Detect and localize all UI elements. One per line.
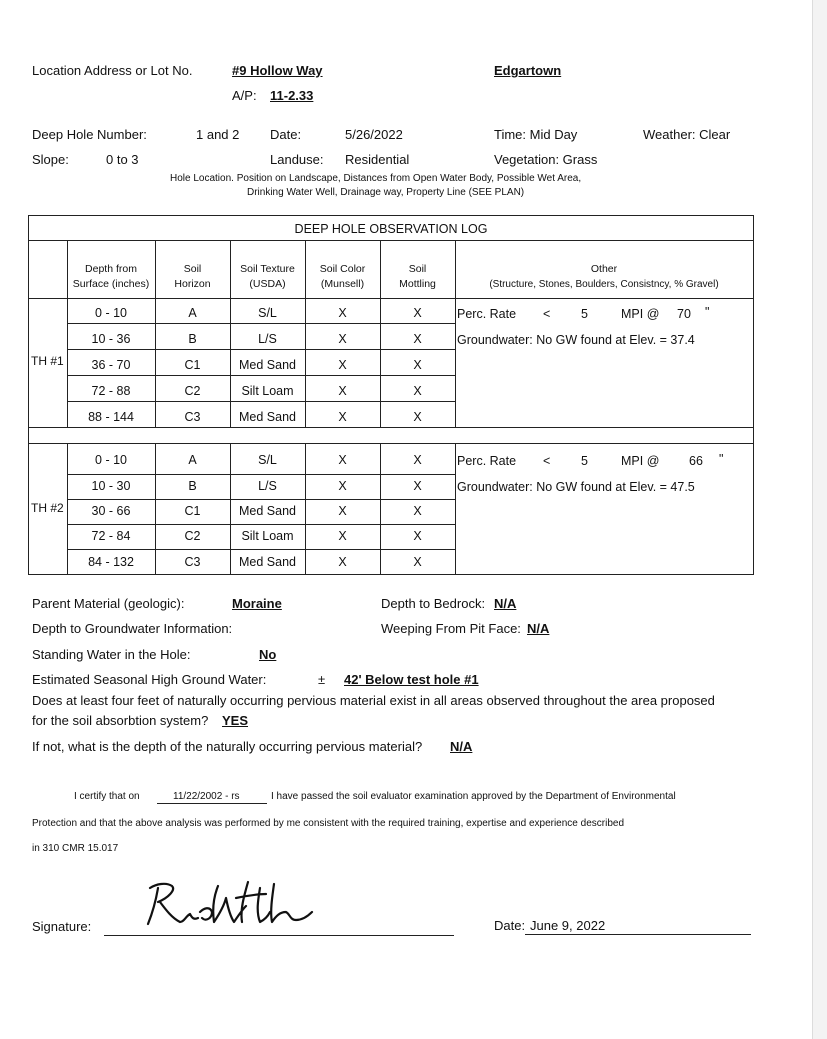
depth-to: 36 (116, 332, 131, 346)
groundwater-note: Groundwater: No GW found at Elev. = 47.5 (457, 480, 695, 494)
texture-cell: Med Sand (239, 358, 296, 372)
groundwater-note: Groundwater: No GW found at Elev. = 37.4 (457, 333, 695, 347)
depth-from: 88 (88, 410, 102, 424)
texture-cell: L/S (258, 332, 277, 346)
signature-label: Signature: (32, 919, 92, 934)
col-color-line2: (Munsell) (320, 278, 365, 290)
handwritten-signature (140, 876, 325, 936)
mottling-cell: X (413, 332, 422, 346)
divider (29, 240, 753, 241)
horizon-cell: C3 (184, 555, 201, 569)
col-other-line1: Other (590, 263, 618, 275)
color-cell: X (338, 410, 347, 424)
perc-rate-depth: 70 (677, 307, 691, 321)
perc-rate-label: Perc. Rate (457, 307, 517, 321)
perc-rate-unit: " (719, 452, 724, 466)
location-label: Location Address or Lot No. (32, 63, 193, 78)
page-edge (812, 0, 827, 1039)
perc-rate-value: 5 (581, 307, 588, 321)
deep-hole-value: 1 and 2 (196, 127, 240, 142)
slope-value: 0 to 3 (106, 152, 139, 167)
divider (29, 298, 753, 299)
col-horizon-line1: Soil (183, 263, 202, 275)
perc-rate-unit: " (705, 305, 710, 319)
col-horizon-line2: Horizon (174, 278, 211, 290)
perc-rate-value: 5 (581, 454, 588, 468)
perc-rate-depth: 66 (689, 454, 703, 468)
cert-line1-post: I have passed the soil evaluator examination approved by the Department of Environmental (271, 791, 676, 802)
weeping-label: Weeping From Pit Face: (381, 621, 521, 636)
depth-gw-label: Depth to Groundwater Information: (32, 621, 233, 636)
parent-material-value: Moraine (232, 596, 282, 611)
depth-bedrock-value: N/A (494, 596, 517, 611)
divider (67, 474, 455, 475)
divider (455, 443, 456, 574)
log-title: DEEP HOLE OBSERVATION LOG (294, 222, 488, 236)
horizon-cell: B (188, 332, 197, 346)
col-color-line1: Soil Color (319, 263, 366, 275)
depth-from: 72 (91, 384, 106, 398)
divider (29, 443, 753, 444)
depth-to: 132 (113, 555, 134, 569)
cert-line1-pre: I certify that on (74, 791, 140, 802)
depth-from: 72 (91, 529, 106, 543)
divider (67, 375, 455, 376)
cert-date: 11/22/2002 - rs (173, 791, 240, 802)
col-other-line2: (Structure, Stones, Boulders, Consistncy, % Gravel) (489, 279, 719, 290)
cert-line2: Protection and that the above analysis was performed by me consistent with the required training, expertise and experience described (32, 818, 625, 829)
perc-rate-lt: < (543, 454, 551, 468)
color-cell: X (338, 358, 347, 372)
cert-line3: in 310 CMR 15.017 (32, 843, 119, 854)
depth-from: 10 (91, 332, 106, 346)
date-value: 5/26/2022 (345, 127, 403, 142)
mottling-cell: X (413, 479, 422, 493)
perc-rate-mpi: MPI @ (621, 454, 660, 468)
ap-value: 11-2.33 (270, 88, 314, 103)
depth-from: 0 (95, 453, 102, 467)
eshgw-value: 42' Below test hole #1 (344, 672, 479, 687)
depth-from: 36 (91, 358, 106, 372)
mottling-cell: X (413, 529, 422, 543)
question-line1: Does at least four feet of naturally occurring pervious material exist in all areas observed throughout the area proposed (32, 693, 715, 708)
depth-to: 144 (113, 410, 134, 424)
location-value: #9 Hollow Way (232, 63, 323, 78)
perc-rate-mpi: MPI @ (621, 307, 660, 321)
landuse-value: Residential (345, 152, 410, 167)
slope-label: Slope: (32, 152, 69, 167)
horizon-cell: C1 (184, 358, 201, 372)
texture-cell: L/S (258, 479, 277, 493)
ap-label: A/P: (232, 88, 257, 103)
divider (67, 524, 455, 525)
standing-water-value: No (259, 647, 277, 662)
mottling-cell: X (413, 453, 422, 467)
time-label: Time: Mid Day (494, 127, 578, 142)
parent-material-label: Parent Material (geologic): (32, 596, 185, 611)
divider (29, 427, 753, 428)
landuse-label: Landuse: (270, 152, 324, 167)
horizon-cell: C2 (184, 529, 201, 543)
col-mottling-line1: Soil (408, 263, 427, 275)
signature-date-value: June 9, 2022 (530, 918, 606, 933)
observation-log-table: DEEP HOLE OBSERVATION LOG Depth from Surface (inches) Soil Horizon Soil Texture (USDA) Soil Color (Munsell) Soil Mottling Other (Structure, Stones, Boulders, Consistncy, % Gravel) TH #1 TH #2 0 - 10 A S/L X X 10 - 36 B L/S X X 36 - 70 C1 Med Sand X X 72 - 88 C2 Silt Loam X X 88 - 144 C3 Med Sand X X Perc. Rate < 5 MPI @ 70 " Groundwater: No GW found at Elev. = 37.4 0 - 10 A S/L X X 10 - 30 B L/S X X 30 - 66 C1 Med Sand X X 72 - 84 C2 Silt Loam X X 84 - 132 C3 Med Sand X X Perc. Rate < 5 MPI @ 66 " Groundwater: No GW found at Elev. = 47.5 (28, 215, 754, 575)
perc-rate-label: Perc. Rate (457, 454, 517, 468)
depth-to: 66 (116, 504, 131, 518)
horizon-cell: A (188, 306, 197, 320)
color-cell: X (338, 384, 347, 398)
mottling-cell: X (413, 384, 422, 398)
depth-from: 10 (91, 479, 106, 493)
depth-to: 88 (116, 384, 131, 398)
texture-cell: Med Sand (239, 504, 296, 518)
signature-date-label: Date: (494, 918, 526, 933)
divider (67, 401, 455, 402)
color-cell: X (338, 332, 347, 346)
color-cell: X (338, 306, 347, 320)
ifnot-label: If not, what is the depth of the naturally occurring pervious material? (32, 739, 423, 754)
color-cell: X (338, 555, 347, 569)
perc-rate-lt: < (543, 307, 551, 321)
depth-from: 30 (91, 504, 106, 518)
texture-cell: S/L (258, 453, 277, 467)
divider (67, 549, 455, 550)
texture-cell: Med Sand (239, 555, 296, 569)
color-cell: X (338, 479, 347, 493)
texture-cell: S/L (258, 306, 277, 320)
col-depth-line1: Depth from (85, 263, 137, 275)
weeping-value: N/A (527, 621, 550, 636)
divider (67, 349, 455, 350)
question-answer: YES (222, 713, 249, 728)
horizon-cell: C1 (184, 504, 201, 518)
divider (67, 323, 455, 324)
weather-label: Weather: Clear (643, 127, 731, 142)
hole-label: TH #2 (31, 501, 64, 515)
color-cell: X (338, 504, 347, 518)
date-label: Date: (270, 127, 302, 142)
texture-cell: Silt Loam (241, 384, 294, 398)
mottling-cell: X (413, 555, 422, 569)
hole-location-line1: Hole Location. Position on Landscape, Distances from Open Water Body, Possible Wet Area, (170, 173, 582, 184)
depth-bedrock-label: Depth to Bedrock: (381, 596, 486, 611)
ifnot-value: N/A (450, 739, 473, 754)
horizon-cell: B (188, 479, 197, 493)
texture-cell: Med Sand (239, 410, 296, 424)
depth-to: 70 (116, 358, 131, 372)
standing-water-label: Standing Water in the Hole: (32, 647, 191, 662)
mottling-cell: X (413, 306, 422, 320)
horizon-cell: A (188, 453, 197, 467)
col-texture-line1: Soil Texture (240, 263, 295, 275)
vegetation-label: Vegetation: Grass (494, 152, 598, 167)
depth-to: 84 (116, 529, 131, 543)
mottling-cell: X (413, 410, 422, 424)
color-cell: X (338, 453, 347, 467)
eshgw-label: Estimated Seasonal High Ground Water: (32, 672, 267, 687)
depth-from: 84 (88, 555, 102, 569)
signature-date-line (525, 934, 751, 935)
texture-cell: Silt Loam (241, 529, 294, 543)
hole-label: TH #1 (31, 354, 64, 368)
depth-to: 30 (116, 479, 131, 493)
depth-to: 10 (113, 306, 127, 320)
color-cell: X (338, 529, 347, 543)
horizon-cell: C3 (184, 410, 201, 424)
mottling-cell: X (413, 504, 422, 518)
depth-to: 10 (113, 453, 127, 467)
depth-from: 0 (95, 306, 102, 320)
cert-date-line (157, 803, 267, 804)
col-texture-line2: (USDA) (249, 278, 286, 290)
col-mottling-line2: Mottling (399, 278, 436, 290)
town-value: Edgartown (494, 63, 562, 78)
eshgw-pm: ± (318, 672, 326, 687)
hole-location-line2: Drinking Water Well, Drainage way, Property Line (SEE PLAN) (247, 187, 525, 198)
deep-hole-label: Deep Hole Number: (32, 127, 147, 142)
question-line2: for the soil absorbtion system? (32, 713, 209, 728)
mottling-cell: X (413, 358, 422, 372)
col-depth-line2: Surface (inches) (72, 278, 150, 290)
divider (67, 499, 455, 500)
horizon-cell: C2 (184, 384, 201, 398)
